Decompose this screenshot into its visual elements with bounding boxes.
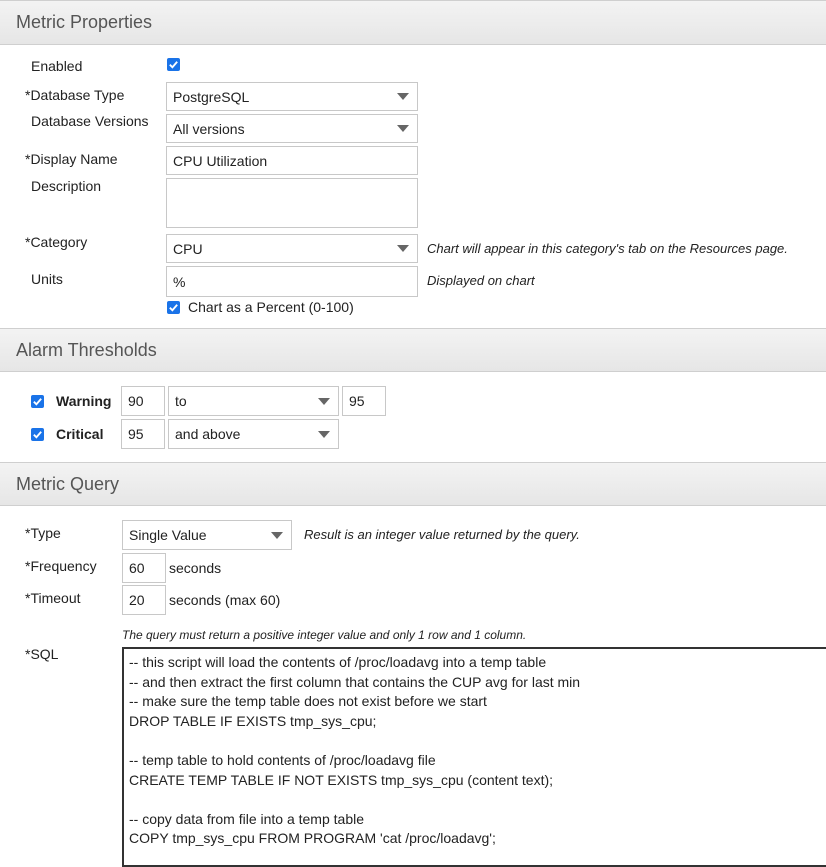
database-type-select[interactable]: [166, 82, 418, 111]
category-select[interactable]: [166, 234, 418, 263]
database-versions-value: All versions: [173, 120, 245, 137]
metric-properties-header: [0, 0, 826, 45]
category-hint: Chart will appear in this category's tab on the Resources page.: [427, 241, 788, 256]
timeout-label: *Timeout: [25, 590, 81, 606]
type-value: Single Value: [129, 527, 207, 543]
category-value: CPU: [173, 240, 203, 257]
checkmark-icon: [168, 59, 179, 70]
warning-from-input[interactable]: [121, 386, 165, 416]
critical-from-input[interactable]: [121, 419, 165, 449]
warning-operator-select[interactable]: [168, 386, 339, 416]
sql-line: -- this script will load the contents of /proc/loadavg into a temp table: [129, 654, 547, 670]
description-textarea[interactable]: [166, 178, 418, 228]
sql-hint: The query must return a positive integer value and only 1 row and 1 column.: [122, 628, 527, 642]
frequency-unit: seconds: [169, 560, 222, 576]
critical-label: Critical: [56, 426, 104, 442]
sql-line: -- copy data from file into a temp table: [129, 810, 364, 827]
type-select[interactable]: [122, 520, 292, 550]
enabled-checkbox[interactable]: [167, 58, 180, 71]
warning-operator-value: to: [175, 393, 187, 409]
warning-label: Warning: [56, 393, 112, 409]
display-name-value: CPU Utilization: [173, 152, 268, 169]
sql-line: -- make sure the temp table does not exist before we start: [129, 693, 487, 710]
warning-from-value: 90: [128, 393, 144, 409]
database-versions-label: Database Versions: [31, 113, 149, 129]
type-label: *Type: [25, 525, 61, 541]
enabled-label: Enabled: [31, 58, 83, 74]
units-hint: Displayed on chart: [427, 273, 535, 288]
category-label: *Category: [25, 234, 88, 250]
database-type-label: *Database Type: [25, 87, 125, 103]
description-label: Description: [31, 178, 102, 194]
sql-line: [129, 731, 825, 751]
chevron-down-icon: [397, 125, 409, 132]
warning-to-value: 95: [349, 393, 365, 409]
checkmark-icon: [168, 302, 179, 313]
units-label: Units: [31, 271, 63, 287]
warning-checkbox[interactable]: [31, 395, 44, 408]
type-hint: Result is an integer value returned by the query.: [304, 527, 580, 542]
alarm-thresholds-header: [0, 328, 826, 372]
sql-line: -- temp table to hold contents of /proc/loadavg file: [129, 751, 436, 768]
metric-query-title: Metric Query: [16, 473, 120, 494]
metric-query-header: [0, 462, 826, 506]
sql-label: *SQL: [25, 646, 59, 662]
critical-checkbox[interactable]: [31, 428, 44, 441]
sql-line: [129, 790, 825, 810]
sql-line: COPY tmp_sys_cpu FROM PROGRAM 'cat /proc/loadavg';: [129, 830, 496, 847]
alarm-thresholds-title: Alarm Thresholds: [16, 339, 157, 360]
database-versions-select[interactable]: [166, 114, 418, 143]
timeout-input[interactable]: [122, 585, 166, 615]
sql-line: DROP TABLE IF EXISTS tmp_sys_cpu;: [129, 712, 377, 729]
sql-line: -- and then extract the first column that contains the CUP avg for last min: [129, 673, 581, 690]
chevron-down-icon: [397, 93, 409, 100]
frequency-value: 60: [129, 560, 145, 576]
critical-operator-value: and above: [175, 426, 241, 442]
warning-to-input[interactable]: [342, 386, 386, 416]
metric-properties-title: Metric Properties: [16, 12, 153, 32]
frequency-input[interactable]: [122, 553, 166, 583]
checkmark-icon: [32, 396, 43, 407]
database-type-value: PostgreSQL: [173, 88, 250, 105]
chevron-down-icon: [318, 431, 330, 438]
timeout-unit: seconds (max 60): [169, 592, 281, 608]
sql-editor[interactable]: [122, 647, 826, 867]
display-name-input[interactable]: [166, 146, 418, 175]
sql-line: CREATE TEMP TABLE IF NOT EXISTS tmp_sys_cpu (content text);: [129, 771, 554, 788]
critical-operator-select[interactable]: [168, 419, 339, 449]
units-input[interactable]: [166, 266, 418, 297]
units-value: %: [173, 273, 186, 290]
critical-from-value: 95: [128, 426, 144, 442]
chevron-down-icon: [397, 245, 409, 252]
frequency-label: *Frequency: [25, 558, 97, 574]
checkmark-icon: [32, 429, 43, 440]
timeout-value: 20: [129, 592, 145, 608]
chart-percent-checkbox[interactable]: [167, 301, 180, 314]
chevron-down-icon: [271, 532, 283, 539]
chevron-down-icon: [318, 398, 330, 405]
chart-percent-label: Chart as a Percent (0-100): [188, 299, 354, 315]
display-name-label: *Display Name: [25, 151, 118, 167]
